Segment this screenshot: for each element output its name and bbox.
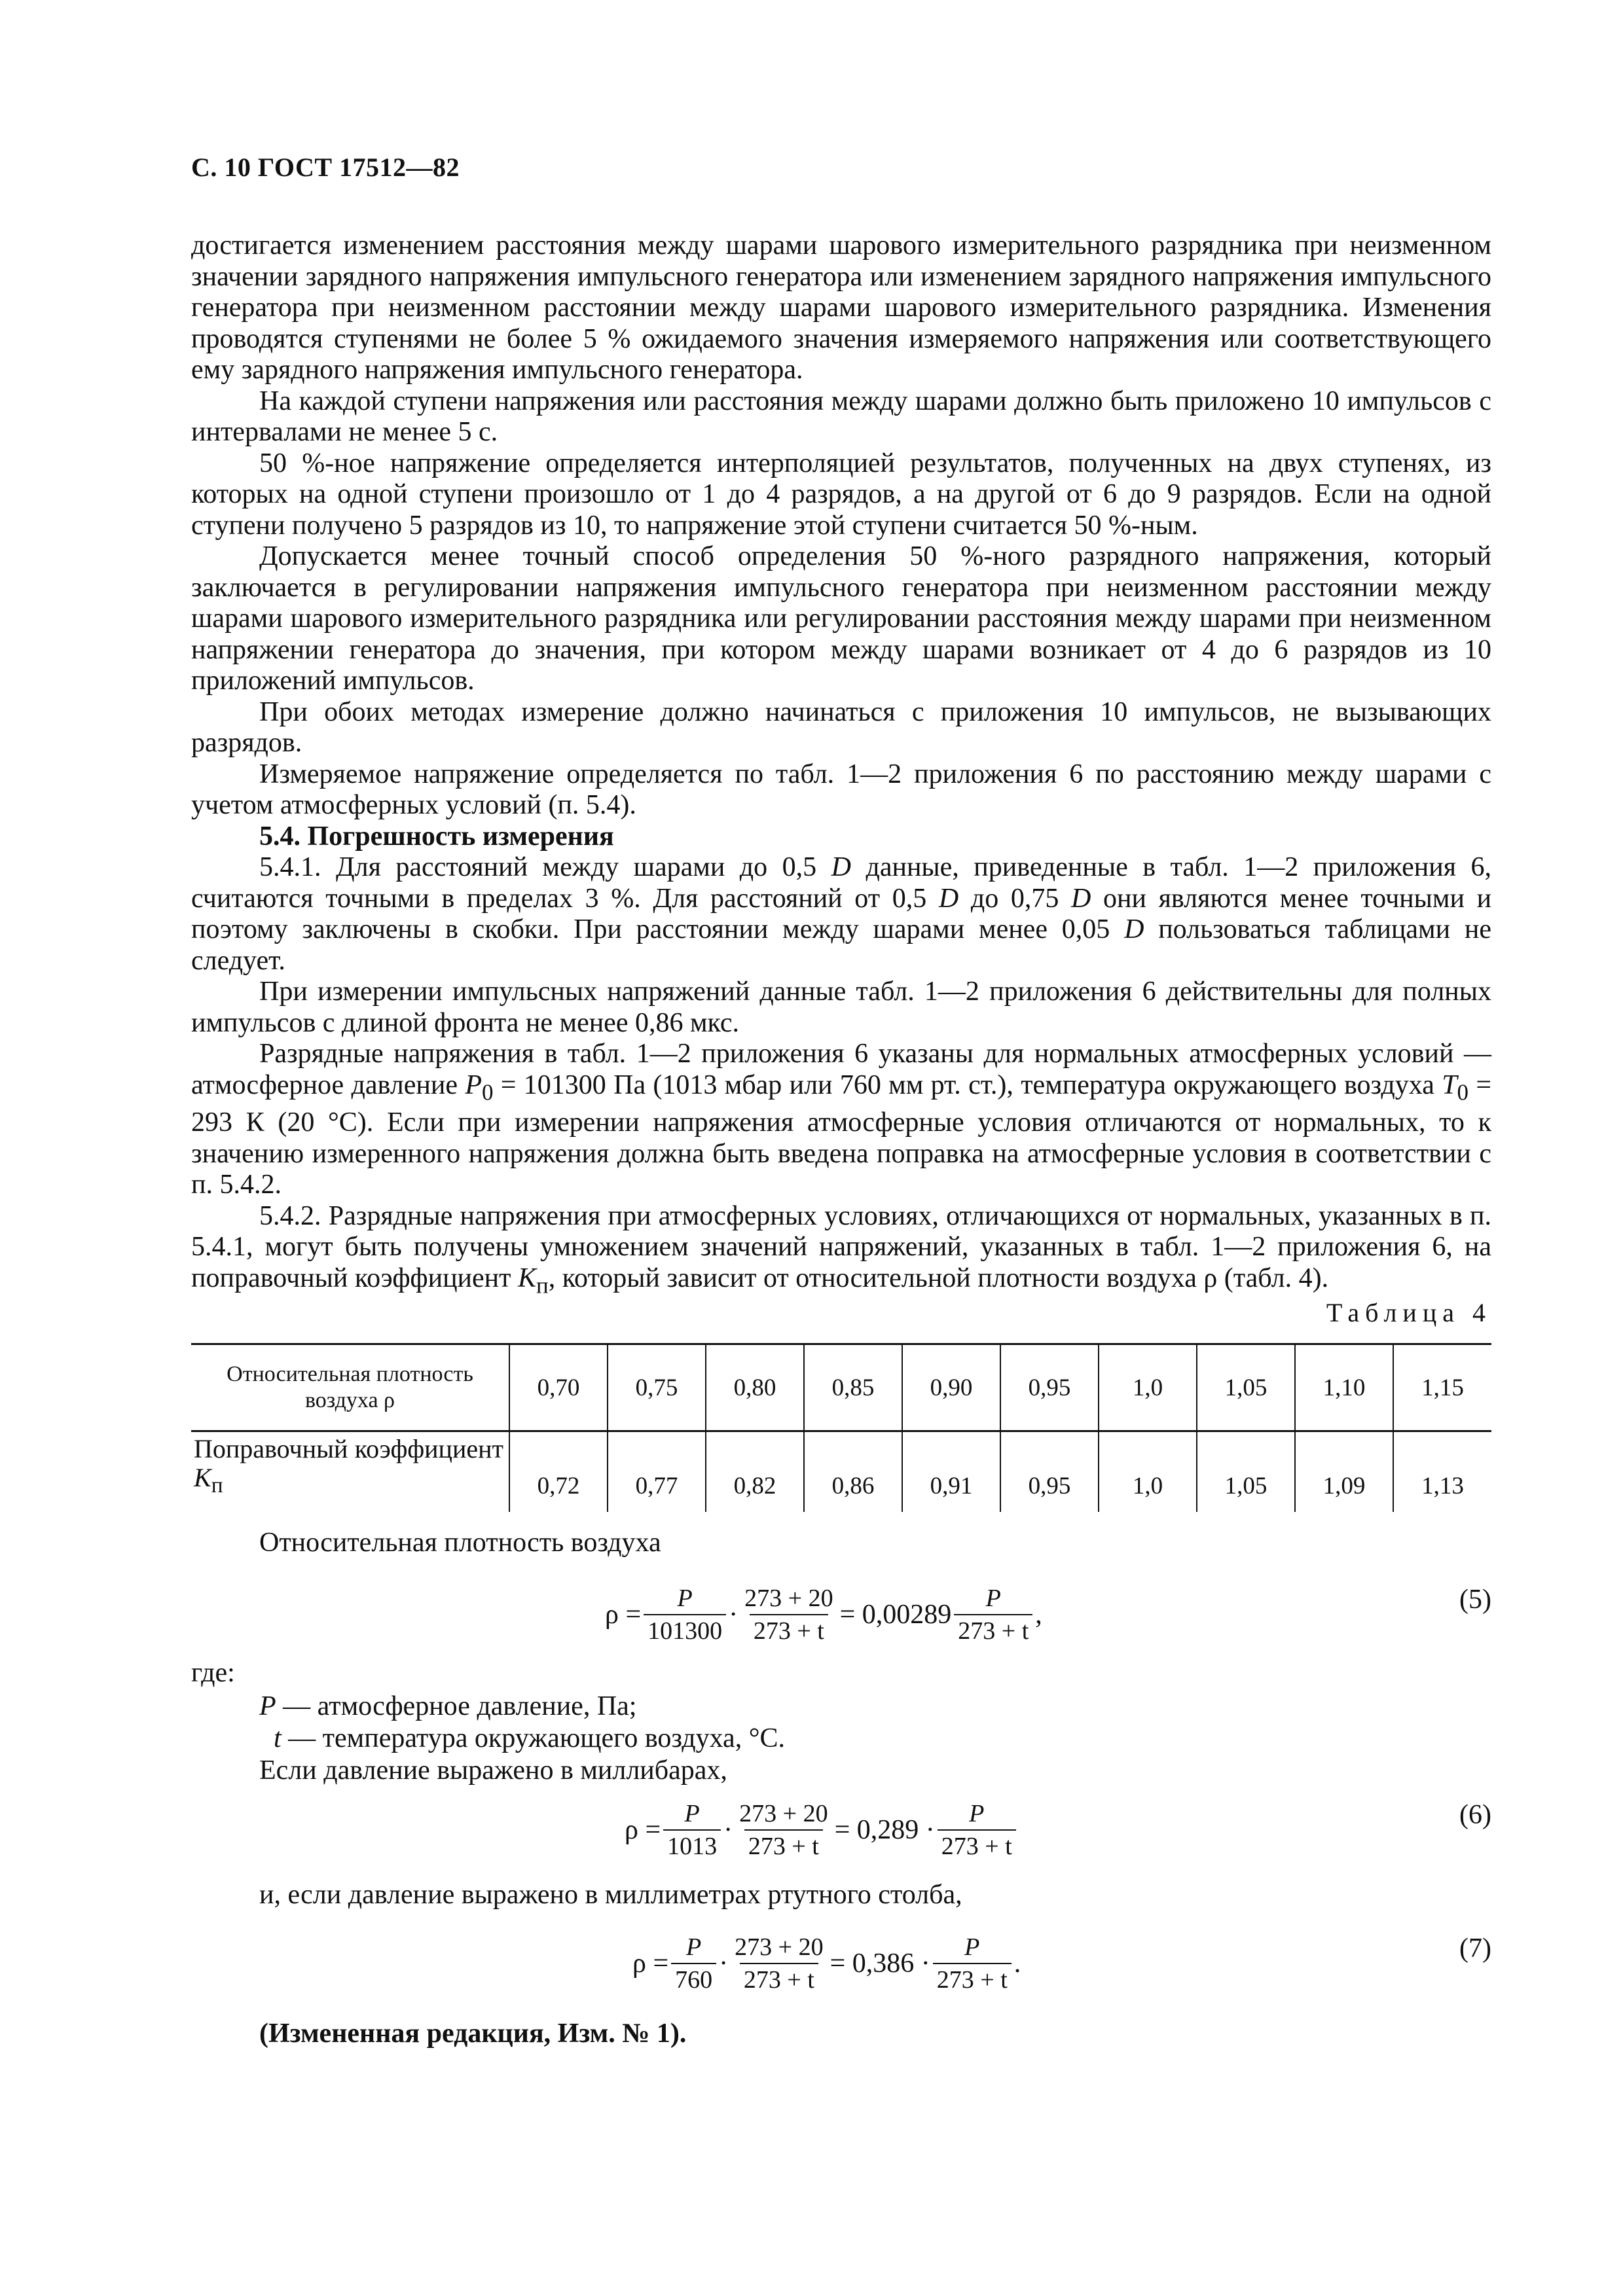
paragraph: При обоих методах измерение должно начинаться с приложения 10 импульсов, не вызывающих разрядов.	[191, 696, 1491, 758]
table-cell: 1,15	[1393, 1344, 1491, 1431]
paragraph: 5.4.2. Разрядные напряжения при атмосферных условиях, отличающихся от нормальных, указанных в п. 5.4.1, могут быть получены умножением значений напряжений, указанных в табл. 1—2 приложения 6, на поправочный коэффициент $K_п$, который зависит от относительной плотности воздуха ρ (табл. 4).	[191, 1200, 1491, 1299]
equation-number: (5)	[1459, 1585, 1491, 1615]
formula-7: ρ = $\frac{P}{760}$ · $\frac{273 + 20}{273 + t}$ = 0,386 · $\frac{P}{273 + t}$ .	[632, 1933, 1021, 1994]
mmhg-intro: и, если давление выражено в миллиметрах ртутного столба,	[259, 1880, 962, 1910]
definition-t: t — температура окружающего воздуха, °С.	[274, 1723, 786, 1753]
paragraph: При измерении импульсных напряжений данные табл. 1—2 приложения 6 действительны для полных импульсов с длиной фронта не менее 0,86 мкс.	[191, 977, 1491, 1038]
table-caption: Таблица 4	[1326, 1298, 1491, 1327]
page-header: С. 10 ГОСТ 17512—82	[191, 152, 460, 182]
table-cell: 0,82	[706, 1431, 804, 1513]
table-cell: 0,70	[509, 1344, 608, 1431]
table-row	[191, 1344, 1491, 1431]
formula-5: ρ = $\frac{P}{101300}$ · $\frac{273 + 20}{273 + t}$ = 0,00289 $\frac{P}{273 + t}$ ,	[605, 1585, 1042, 1645]
mbar-intro: Если давление выражено в миллибарах,	[259, 1755, 727, 1785]
table-cell: 0,77	[608, 1431, 706, 1513]
table-cell: 0,95	[1000, 1431, 1099, 1513]
table-row	[191, 1431, 1491, 1513]
table-cell: 0,95	[1000, 1344, 1099, 1431]
table-header-cell: Поправочный коэффициент $K_п$	[191, 1431, 509, 1513]
table-cell: 1,0	[1099, 1344, 1197, 1431]
formula-intro: Относительная плотность воздуха	[259, 1528, 661, 1558]
table-cell: 0,85	[804, 1344, 902, 1431]
where-label: где:	[191, 1658, 235, 1688]
paragraph: Разрядные напряжения в табл. 1—2 приложения 6 указаны для нормальных атмосферных условий — атмосферное давление $P_0 = 101300$ Па (1013 мбар или 760 мм рт. ст.), температура окружающего воздуха $T_0 = 293$ К (20 °С). Если при измерении напряжения атмосферные условия отличаются от нормальных, то к значению измеренного напряжения должна быть введена поправка на атмосферные условия в соответствии с п. 5.4.2.	[191, 1039, 1492, 1200]
table-cell: 0,72	[509, 1431, 608, 1513]
table-cell: 0,80	[706, 1344, 804, 1431]
table-header-cell: Относительная плотность воздуха ρ	[191, 1344, 509, 1431]
table-cell: 1,09	[1295, 1431, 1393, 1513]
section-heading: 5.4. Погрешность измерения	[259, 821, 614, 852]
table-cell: 0,75	[608, 1344, 706, 1431]
formula-6: ρ = $\frac{P}{1013}$ · $\frac{273 + 20}{273 + t}$ = 0,289 · $\frac{P}{273 + t}$	[625, 1799, 1019, 1861]
paragraph: Допускается менее точный способ определения 50 %-ного разрядного напряжения, который заключается в регулировании напряжения импульсного генератора при неизменном расстоянии между шарами шарового измерительного разрядника или регулировании расстояния между шарами при неизменном напряжении генератора до значения, при котором между шарами возникает от 4 до 6 разрядов из 10 приложений импульсов.	[191, 541, 1491, 696]
equation-number: (6)	[1459, 1800, 1491, 1830]
paragraph: На каждой ступени напряжения или расстояния между шарами должно быть приложено 10 импульсов с интервалами не менее 5 с.	[191, 386, 1491, 447]
table-cell: 1,0	[1099, 1431, 1197, 1513]
table-cell: 1,10	[1295, 1344, 1393, 1431]
paragraph: Измеряемое напряжение определяется по табл. 1—2 приложения 6 по расстоянию между шарами с учетом атмосферных условий (п. 5.4).	[191, 759, 1491, 820]
table-cell: 0,86	[804, 1431, 902, 1513]
table-cell: 1,05	[1197, 1431, 1295, 1513]
paragraph: 50 %-ное напряжение определяется интерполяцией результатов, полученных на двух ступенях, из которых на одной ступени произошло от 1 до 4 разрядов, а на другой от 6 до 9 разрядов. Если на одной ступени получено 5 разрядов из 10, то напряжение этой ступени считается 50 %-ным.	[191, 448, 1491, 541]
correction-table	[191, 1343, 1491, 1512]
definition-p: P — атмосферное давление, Па;	[259, 1691, 637, 1721]
equation-number: (7)	[1459, 1933, 1491, 1964]
table-cell: 0,91	[902, 1431, 1000, 1513]
body-text	[191, 230, 1491, 1301]
amendment-note: (Измененная редакция, Изм. № 1).	[259, 2018, 687, 2049]
table-cell: 1,05	[1197, 1344, 1295, 1431]
paragraph: 5.4.1. Для расстояний между шарами до 0,5 D данные, приведенные в табл. 1—2 приложения 6, считаются точными в пределах 3 %. Для расстояний от 0,5 D до 0,75 D они являются менее точными и поэтому заключены в скобки. При расстоянии между шарами менее 0,05 D пользоваться таблицами не следует.	[191, 852, 1492, 976]
table-cell: 1,13	[1393, 1431, 1491, 1513]
table-cell: 0,90	[902, 1344, 1000, 1431]
paragraph: достигается изменением расстояния между шарами шарового измерительного разрядника при неизменном значении зарядного напряжения импульсного генератора или изменением зарядного напряжения импульсного генератора при неизменном расстоянии между шарами шарового измерительного разрядника. Изменения проводятся ступенями не более 5 % ожидаемого значения измеряемого напряжения или соответствующего ему зарядного напряжения импульсного генератора.	[191, 230, 1491, 385]
